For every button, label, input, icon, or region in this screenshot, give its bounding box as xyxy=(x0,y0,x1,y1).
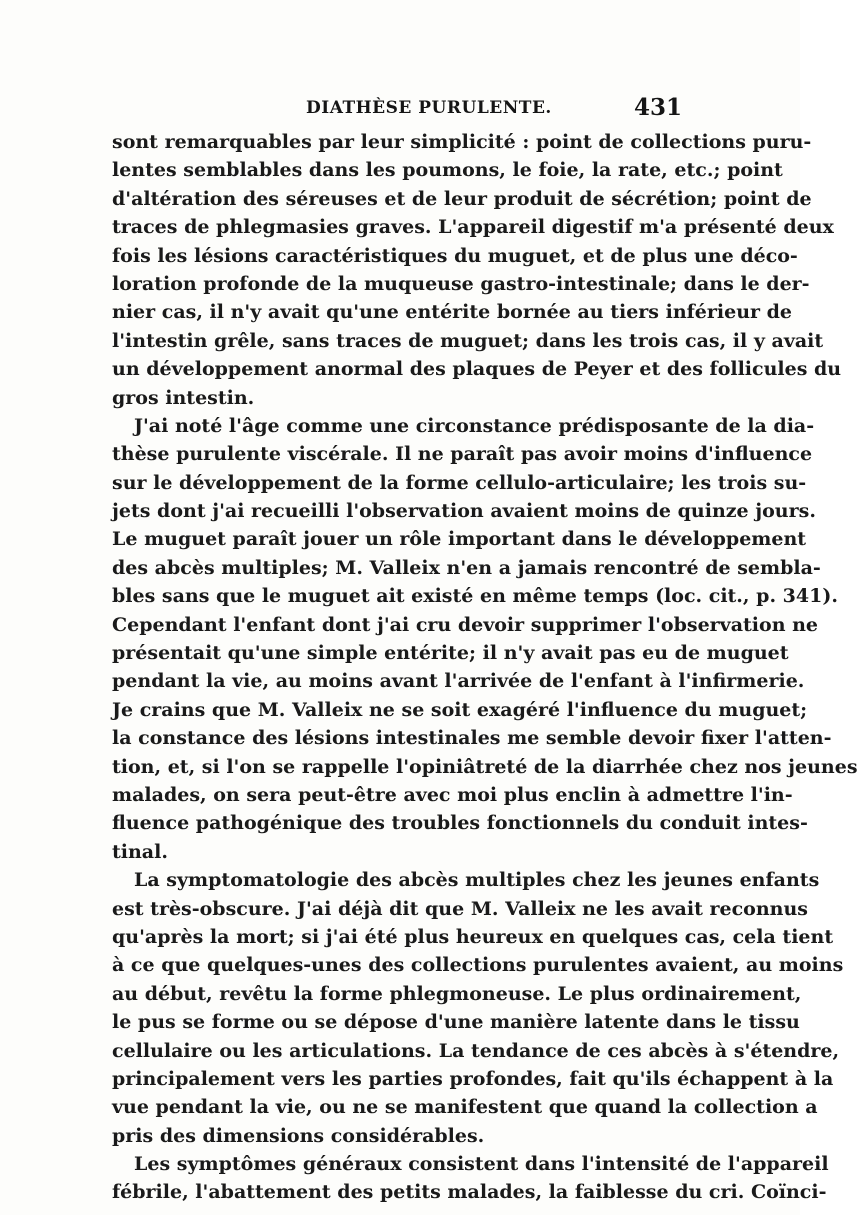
text-line: lentes semblables dans les poumons, le foie, la rate, etc.; point xyxy=(112,159,783,182)
text-line: nier cas, il n'y avait qu'une entérite bornée au tiers inférieur de xyxy=(112,301,793,324)
text-line: qu'après la mort; si j'ai été plus heureux en quelques cas, cela tient xyxy=(112,925,834,948)
text-line: Cependant l'enfant dont j'ai cru devoir supprimer l'observation ne xyxy=(112,613,819,636)
page-number: 431 xyxy=(633,94,682,121)
text-line: des abcès multiples; M. Valleix n'en a jamais rencontré de sembla- xyxy=(112,556,821,579)
text-line: tion, et, si l'on se rappelle l'opiniâtreté de la diarrhée chez nos jeunes xyxy=(112,755,858,778)
text-line: Le muguet paraît jouer un rôle important dans le développement xyxy=(112,528,807,551)
text-line: sont remarquables par leur simplicité : point de collections puru- xyxy=(112,131,812,153)
text-line: pendant la vie, au moins avant l'arrivée de l'enfant à l'infirmerie. xyxy=(112,670,805,693)
text-line: gros intestin. xyxy=(112,386,255,409)
text-line: cellulaire ou les articulations. La tendance de ces abcès à s'étendre, xyxy=(112,1039,840,1062)
text-line: Les symptômes généraux consistent dans l'intensité de l'appareil xyxy=(134,1153,829,1176)
text-line: pris des dimensions considérables. xyxy=(112,1124,485,1147)
text-line: est très-obscure. J'ai déjà dit que M. Valleix ne les avait reconnus xyxy=(112,897,808,920)
text-line: La symptomatologie des abcès multiples chez les jeunes enfants xyxy=(134,869,820,892)
page-header xyxy=(112,94,682,124)
text-line: présentait qu'une simple entérite; il n'y avait pas eu de muguet xyxy=(112,642,789,665)
text-line: au début, revêtu la forme phlegmoneuse. Le plus ordinairement, xyxy=(112,982,802,1005)
text-line: tinal. xyxy=(112,840,168,863)
text-line: fluence pathogénique des troubles fonctionnels du conduit intes- xyxy=(112,812,808,835)
text-line: à ce que quelques-unes des collections purulentes avaient, au moins xyxy=(112,954,844,977)
text-line: J'ai noté l'âge comme une circonstance prédisposante de la dia- xyxy=(134,414,815,437)
text-line: bles sans que le muguet ait existé en même temps (loc. cit., p. 341). xyxy=(112,585,838,608)
text-line: vue pendant la vie, ou ne se manifestent que quand la collection a xyxy=(112,1096,818,1119)
text-line: traces de phlegmasies graves. L'appareil digestif m'a présenté deux xyxy=(112,216,834,239)
text-line: jets dont j'ai recueilli l'observation avaient moins de quinze jours. xyxy=(112,500,816,523)
text-line: loration profonde de la muqueuse gastro-intestinale; dans le der- xyxy=(112,272,810,295)
text-line: principalement vers les parties profondes, fait qu'ils échappent à la xyxy=(112,1067,834,1090)
text-line: la constance des lésions intestinales me semble devoir fixer l'atten- xyxy=(112,727,832,750)
running-title: DIATHÈSE PURULENTE. xyxy=(306,98,552,118)
text-line: fois les lésions caractéristiques du muguet, et de plus une déco- xyxy=(112,244,798,267)
text-line: thèse purulente viscérale. Il ne paraît pas avoir moins d'influence xyxy=(112,443,813,466)
text-line: Je crains que M. Valleix ne se soit exagéré l'influence du muguet; xyxy=(112,698,808,721)
text-line: malades, on sera peut-être avec moi plus enclin à admettre l'in- xyxy=(112,783,793,806)
text-line: sur le développement de la forme cellulo-articulaire; les trois su- xyxy=(112,471,807,494)
text-line: un développement anormal des plaques de Peyer et des follicules du xyxy=(112,358,842,381)
text-line: d'altération des séreuses et de leur produit de sécrétion; point de xyxy=(112,187,812,210)
body-text xyxy=(112,128,858,1207)
text-line: le pus se forme ou se dépose d'une manière latente dans le tissu xyxy=(112,1011,800,1034)
text-line: fébrile, l'abattement des petits malades, la faiblesse du cri. Coïnci- xyxy=(112,1181,827,1204)
text-line: l'intestin grêle, sans traces de muguet; dans les trois cas, il y avait xyxy=(112,329,824,352)
